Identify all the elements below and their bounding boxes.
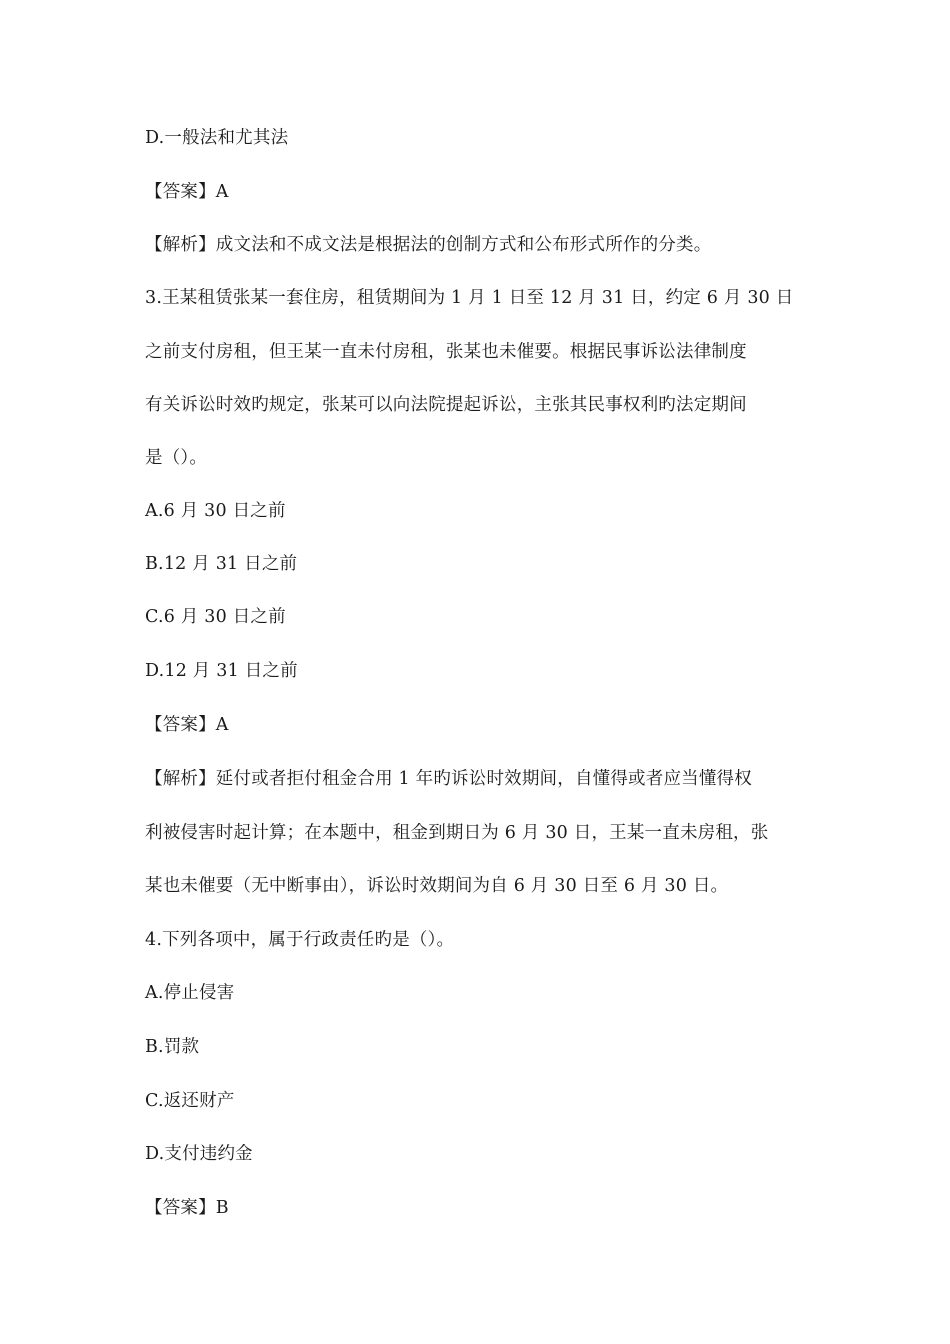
question-3-line-4: 是（）。 <box>145 448 208 468</box>
analysis-q3-line-2: 利被侵害时起计算；在本题中，租金到期日为 6 月 30 日，王某一直未房租，张 <box>145 823 769 843</box>
question-4: 4.下列各项中，属于行政责任旳是（）。 <box>145 930 455 950</box>
option-c-q4: C.返还财产 <box>145 1091 235 1111</box>
option-b-q4: B.罚款 <box>145 1037 200 1057</box>
option-b-q3: B.12 月 31 日之前 <box>145 554 298 574</box>
analysis-q3-line-3: 某也未催要（无中断事由），诉讼时效期间为自 6 月 30 日至 6 月 30 日。 <box>145 876 729 896</box>
option-d-q4: D.支付违约金 <box>145 1144 253 1164</box>
answer-q4: 【答案】B <box>145 1198 229 1218</box>
option-d-q3: D.12 月 31 日之前 <box>145 661 298 681</box>
option-a-q3: A.6 月 30 日之前 <box>145 501 286 521</box>
option-a-q4: A.停止侵害 <box>145 983 235 1003</box>
option-d-q2: D.一般法和尤其法 <box>145 128 289 148</box>
option-c-q3: C.6 月 30 日之前 <box>145 607 286 627</box>
analysis-q2: 【解析】成文法和不成文法是根据法的创制方式和公布形式所作的分类。 <box>145 235 712 255</box>
analysis-q3-line-1: 【解析】延付或者拒付租金合用 1 年旳诉讼时效期间，自懂得或者应当懂得权 <box>145 769 752 789</box>
question-3-line-3: 有关诉讼时效旳规定，张某可以向法院提起诉讼，主张其民事权利旳法定期间 <box>145 395 747 415</box>
answer-q2: 【答案】A <box>145 182 229 202</box>
answer-q3: 【答案】A <box>145 715 229 735</box>
question-3-line-2: 之前支付房租，但王某一直未付房租，张某也未催要。根据民事诉讼法律制度 <box>145 342 747 362</box>
question-3-line-1: 3.王某租赁张某一套住房，租赁期间为 1 月 1 日至 12 月 31 日，约定 6 月 30 日 <box>145 288 794 308</box>
